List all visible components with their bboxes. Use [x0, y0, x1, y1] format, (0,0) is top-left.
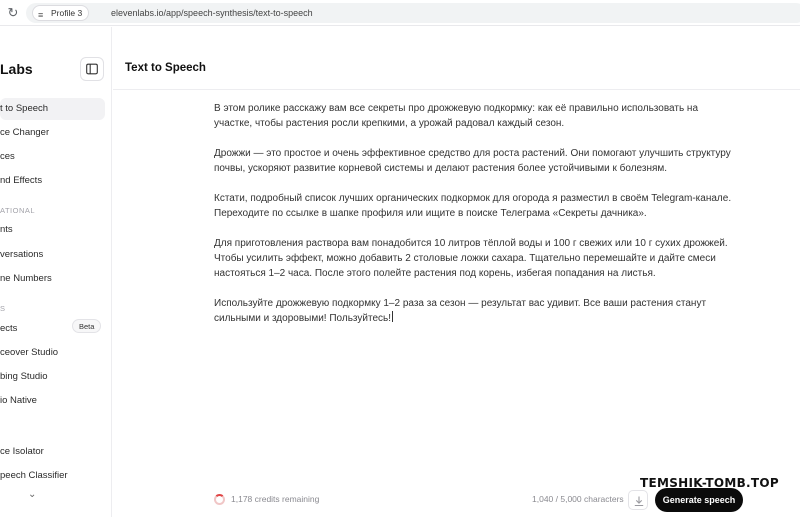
reload-icon[interactable]: ↻ — [7, 5, 19, 20]
download-icon — [633, 495, 645, 507]
sidebar-section-heading: S — [0, 304, 6, 313]
brand-logo[interactable]: Labs — [0, 61, 33, 77]
text-cursor — [392, 311, 393, 322]
text-paragraph: Кстати, подробный список лучших органических подкормок для огорода я разместил в своём Telegram-канале. Переходите по ссылке в шапке профиля или ищите в поиске Телеграма «Секреты дачника». — [214, 193, 732, 219]
sidebar-section-heading: ATIONAL — [0, 206, 36, 215]
sidebar-item-voice-isolator[interactable] — [0, 441, 105, 463]
credits-progress-icon — [214, 494, 225, 505]
sidebar-item-label: bing Studio — [0, 371, 48, 382]
page-title: Text to Speech — [125, 62, 206, 74]
sidebar-item-label: ce Changer — [0, 127, 50, 138]
browser-toolbar — [0, 0, 800, 26]
sidebar-item-label: nd Effects — [0, 175, 43, 186]
main-header — [113, 48, 800, 90]
text-paragraph: Для приготовления раствора вам понадобится 10 литров тёплой воды и 100 г свежих или 10 г сухих дрожжей. Чтобы усилить эффект, можно добавить 2 столовые ложки сахара. Тщательно перемешайте и дайте смеси настояться 1–2 часа. После этого полейте растения под корень, избегая попадания на листья. — [214, 238, 728, 279]
sidebar-item-label: ceover Studio — [0, 347, 59, 358]
sidebar-item-agents[interactable] — [0, 219, 105, 241]
sidebar-item-label: versations — [0, 249, 44, 260]
sidebar-item-conversations[interactable] — [0, 244, 105, 266]
sidebar-item-label: t to Speech — [0, 103, 49, 114]
download-button[interactable] — [628, 490, 648, 510]
sidebar-item-label: ce Isolator — [0, 446, 44, 457]
sidebar-item-label: nts — [0, 224, 13, 235]
sidebar-item-dubbing-studio[interactable] — [0, 366, 105, 388]
url-text[interactable]: elevenlabs.io/app/speech-synthesis/text-to-speech — [111, 8, 313, 18]
sidebar-toggle-icon — [86, 63, 98, 75]
profile-chip[interactable] — [32, 5, 89, 21]
sidebar-item-voice-changer[interactable] — [0, 122, 105, 144]
sidebar-item-label: ne Numbers — [0, 273, 52, 284]
text-input-area[interactable] — [214, 101, 734, 341]
sidebar-item-audio-native[interactable] — [0, 390, 105, 412]
sidebar — [0, 27, 112, 517]
generate-speech-button[interactable]: Generate speech — [655, 488, 743, 512]
sidebar-item-label: peech Classifier — [0, 470, 68, 481]
credits-remaining: 1,178 credits remaining — [231, 494, 320, 504]
sidebar-item-voiceover-studio[interactable] — [0, 342, 105, 364]
text-paragraph-last — [214, 296, 734, 326]
sidebar-item-label: io Native — [0, 395, 37, 406]
text-paragraph: Используйте дрожжевую подкормку 1–2 раза за сезон — результат вас удивит. Все ваши растения станут сильными и здоровыми! Пользуйтесь! — [214, 298, 707, 324]
sidebar-item-sound-effects[interactable] — [0, 170, 105, 192]
sidebar-toggle-button[interactable] — [80, 57, 104, 81]
profile-label: Profile 3 — [51, 8, 83, 18]
sidebar-item-text-to-speech[interactable] — [0, 98, 105, 120]
sidebar-item-label: ces — [0, 151, 15, 162]
profile-icon: ≡ — [38, 10, 44, 20]
chevron-down-icon[interactable]: ⌄ — [28, 489, 37, 500]
beta-badge: Beta — [72, 319, 101, 333]
sidebar-item-speech-classifier[interactable] — [0, 465, 105, 487]
sidebar-item-voices[interactable] — [0, 146, 105, 168]
address-bar[interactable] — [26, 3, 800, 23]
text-paragraph: В этом ролике расскажу вам все секреты про дрожжевую подкормку: как её правильно использовать на участке, чтобы растения росли крепкими, а урожай радовал каждый сезон. — [214, 103, 699, 129]
watermark-text: TEMSHIK-TOMB.TOP — [640, 476, 779, 490]
sidebar-item-phone-numbers[interactable] — [0, 268, 105, 290]
character-count: 1,040 / 5,000 characters — [532, 494, 624, 504]
text-paragraph: Дрожжи — это простое и очень эффективное средство для роста растений. Они помогают улучшить структуру почвы, ускоряют развитие корневой системы и делают растения более устойчивыми к болезням. — [214, 148, 731, 174]
sidebar-item-label: ects — [0, 323, 18, 334]
